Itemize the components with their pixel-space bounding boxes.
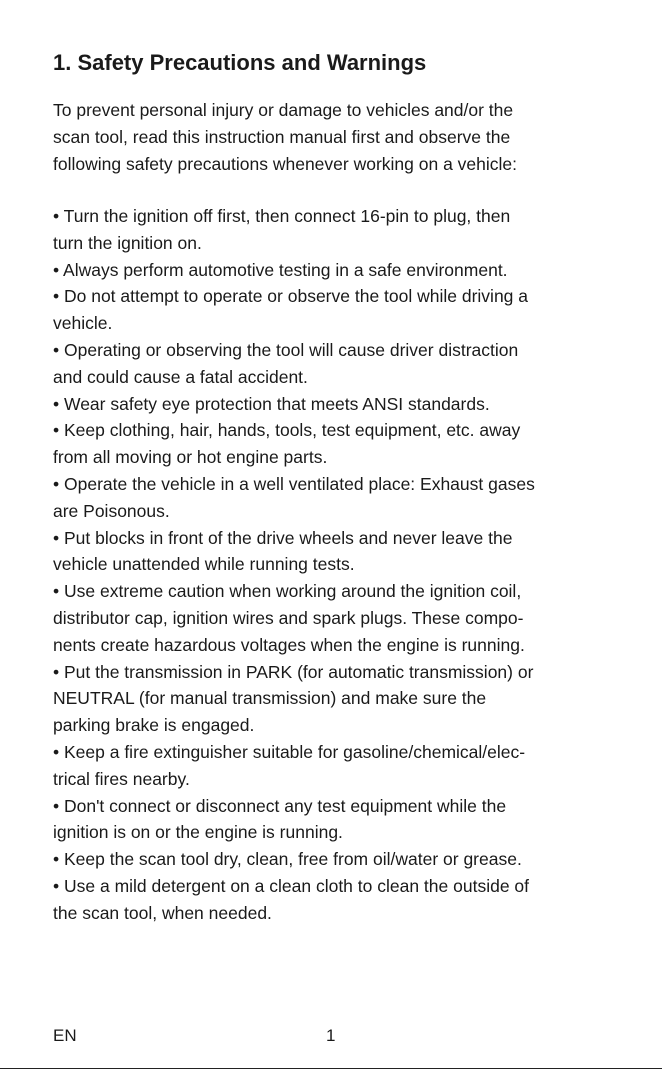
precaution-line: nents create hazardous voltages when the engine is running. <box>53 634 525 655</box>
precaution-item <box>53 257 653 284</box>
precaution-line: • Use a mild detergent on a clean cloth to clean the outside of <box>53 875 530 896</box>
intro-paragraph <box>53 97 653 177</box>
footer-language: EN <box>53 1026 77 1045</box>
precaution-line: • Operate the vehicle in a well ventilated place: Exhaust gases <box>53 473 535 494</box>
intro-line: scan tool, read this instruction manual first and observe the <box>53 126 511 147</box>
precaution-line: • Wear safety eye protection that meets ANSI standards. <box>53 393 490 414</box>
precaution-line: from all moving or hot engine parts. <box>53 447 328 468</box>
intro-line: following safety precautions whenever working on a vehicle: <box>53 153 518 174</box>
precaution-line: • Keep clothing, hair, hands, tools, test equipment, etc. away <box>53 420 521 441</box>
precaution-line: and could cause a fatal accident. <box>53 366 308 387</box>
precaution-line: • Turn the ignition off first, then connect 16-pin to plug, then <box>53 206 511 226</box>
precaution-line: the scan tool, when needed. <box>53 902 272 923</box>
precaution-line: • Keep a fire extinguisher suitable for gasoline/chemical/elec- <box>53 741 526 762</box>
precaution-line: • Put blocks in front of the drive wheels and never leave the <box>53 527 513 548</box>
precaution-item <box>53 337 653 391</box>
precaution-item <box>53 846 653 873</box>
precaution-line: vehicle unattended while running tests. <box>53 554 355 575</box>
precaution-line: • Don't connect or disconnect any test equipment while the <box>53 795 507 816</box>
precaution-item <box>53 525 653 579</box>
precaution-item <box>53 659 653 739</box>
intro-line: To prevent personal injury or damage to vehicles and/or the <box>53 100 514 120</box>
precaution-line: • Operating or observing the tool will cause driver distraction <box>53 339 519 360</box>
precaution-item <box>53 391 653 418</box>
precaution-item <box>53 203 653 257</box>
precaution-item <box>53 471 653 525</box>
precaution-item <box>53 873 653 927</box>
precaution-line: distributor cap, ignition wires and spark plugs. These compo- <box>53 607 524 628</box>
precaution-line: parking brake is engaged. <box>53 715 255 736</box>
precaution-line: are Poisonous. <box>53 500 170 521</box>
precaution-line: • Do not attempt to operate or observe the tool while driving a <box>53 286 529 307</box>
precaution-item <box>53 739 653 793</box>
precaution-line: NEUTRAL (for manual transmission) and make sure the <box>53 688 487 709</box>
section-title: 1. Safety Precautions and Warnings <box>53 50 427 75</box>
precaution-item <box>53 578 653 658</box>
bottom-divider <box>0 1068 662 1069</box>
page-number: 1 <box>326 1026 336 1045</box>
precautions-list <box>53 203 653 927</box>
precaution-line: • Use extreme caution when working around the ignition coil, <box>53 581 522 602</box>
precaution-line: • Always perform automotive testing in a safe environment. <box>53 259 508 280</box>
precaution-item <box>53 793 653 847</box>
precaution-line: turn the ignition on. <box>53 232 202 253</box>
precaution-line: • Keep the scan tool dry, clean, free from oil/water or grease. <box>53 849 522 870</box>
precaution-line: • Put the transmission in PARK (for automatic transmission) or <box>53 661 534 682</box>
precaution-line: vehicle. <box>53 313 113 334</box>
precaution-item <box>53 417 653 471</box>
precaution-line: trical fires nearby. <box>53 768 190 789</box>
precaution-item <box>53 283 653 337</box>
precaution-line: ignition is on or the engine is running. <box>53 822 343 843</box>
